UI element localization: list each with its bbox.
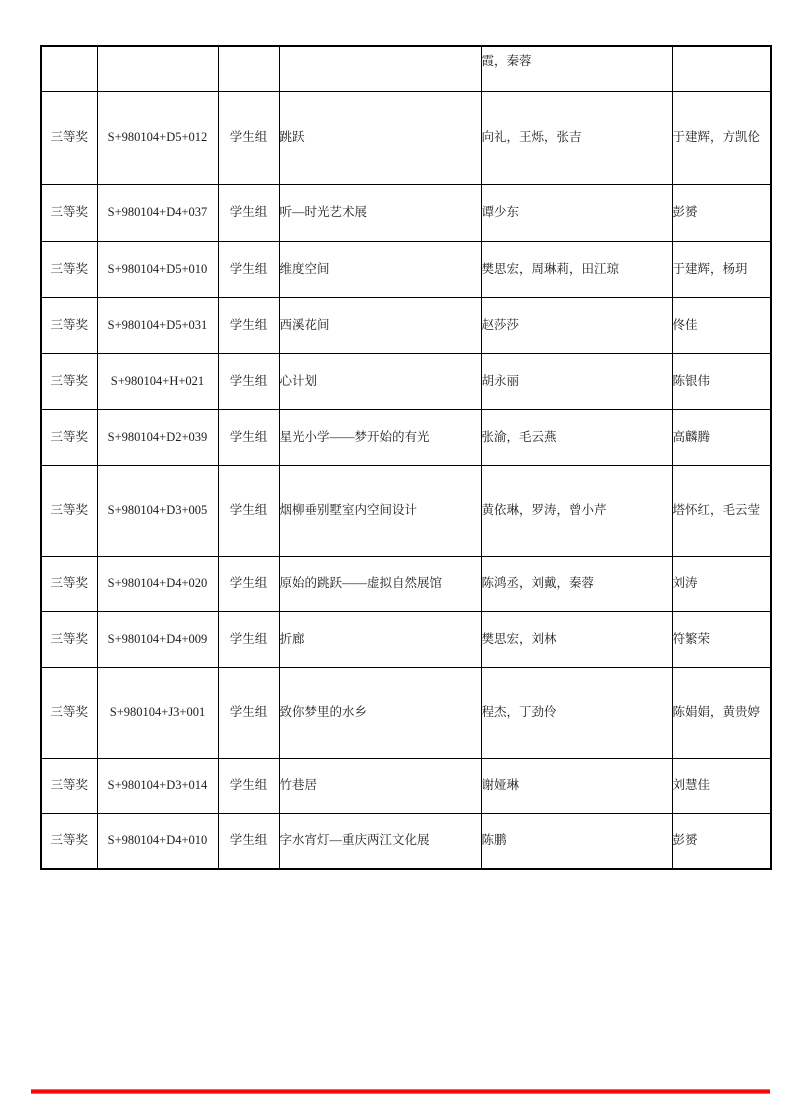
code-cell: S+980104+D4+010 bbox=[97, 813, 218, 869]
award-cell: 三等奖 bbox=[41, 813, 97, 869]
code-cell: S+980104+D5+010 bbox=[97, 241, 218, 297]
authors-cell: 陈鸿丞，刘戴，秦蓉 bbox=[481, 556, 672, 611]
code-cell: S+980104+D5+012 bbox=[97, 91, 218, 184]
advisors-cell: 于建辉，杨玥 bbox=[672, 241, 771, 297]
authors-cell: 陈鹏 bbox=[481, 813, 672, 869]
title-cell: 星光小学——梦开始的有光 bbox=[279, 409, 481, 465]
table-row bbox=[41, 611, 771, 667]
table-row bbox=[41, 353, 771, 409]
table-row bbox=[41, 758, 771, 813]
authors-cell: 黄依琳，罗涛，曾小芹 bbox=[481, 465, 672, 556]
advisors-cell: 符繁荣 bbox=[672, 611, 771, 667]
advisors-cell: 刘慧佳 bbox=[672, 758, 771, 813]
advisors-cell: 高麟腾 bbox=[672, 409, 771, 465]
title-cell: 西溪花间 bbox=[279, 297, 481, 353]
table-row bbox=[41, 813, 771, 869]
group-cell: 学生组 bbox=[218, 758, 279, 813]
code-cell: S+980104+D3+005 bbox=[97, 465, 218, 556]
table-row bbox=[41, 409, 771, 465]
group-cell: 学生组 bbox=[218, 91, 279, 184]
table-row bbox=[41, 46, 771, 91]
table-row bbox=[41, 241, 771, 297]
title-cell bbox=[279, 46, 481, 91]
advisors-cell: 刘涛 bbox=[672, 556, 771, 611]
award-cell: 三等奖 bbox=[41, 184, 97, 241]
advisors-cell: 于建辉，方凯伦 bbox=[672, 91, 771, 184]
award-cell: 三等奖 bbox=[41, 353, 97, 409]
authors-cell: 向礼，王烁，张吉 bbox=[481, 91, 672, 184]
group-cell: 学生组 bbox=[218, 241, 279, 297]
advisors-cell bbox=[672, 46, 771, 91]
table-row bbox=[41, 297, 771, 353]
authors-cell: 谭少东 bbox=[481, 184, 672, 241]
authors-cell: 张渝，毛云燕 bbox=[481, 409, 672, 465]
group-cell: 学生组 bbox=[218, 184, 279, 241]
group-cell: 学生组 bbox=[218, 667, 279, 758]
title-cell: 维度空间 bbox=[279, 241, 481, 297]
code-cell: S+980104+D2+039 bbox=[97, 409, 218, 465]
code-cell: S+980104+J3+001 bbox=[97, 667, 218, 758]
group-cell: 学生组 bbox=[218, 813, 279, 869]
advisors-cell: 彭赟 bbox=[672, 813, 771, 869]
table-row bbox=[41, 556, 771, 611]
title-cell: 跳跃 bbox=[279, 91, 481, 184]
advisors-cell: 陈银伟 bbox=[672, 353, 771, 409]
authors-cell: 樊思宏，周琳莉，田江琼 bbox=[481, 241, 672, 297]
code-cell: S+980104+D3+014 bbox=[97, 758, 218, 813]
code-cell: S+980104+D4+037 bbox=[97, 184, 218, 241]
title-cell: 折廊 bbox=[279, 611, 481, 667]
footer-red-rule bbox=[31, 1089, 770, 1094]
advisors-cell: 彭赟 bbox=[672, 184, 771, 241]
title-cell: 致你梦里的水乡 bbox=[279, 667, 481, 758]
award-cell: 三等奖 bbox=[41, 465, 97, 556]
group-cell: 学生组 bbox=[218, 556, 279, 611]
table-row bbox=[41, 91, 771, 184]
award-cell: 三等奖 bbox=[41, 241, 97, 297]
group-cell: 学生组 bbox=[218, 353, 279, 409]
group-cell bbox=[218, 46, 279, 91]
award-cell: 三等奖 bbox=[41, 611, 97, 667]
awards-table-body bbox=[41, 46, 771, 869]
authors-cell: 谢娅琳 bbox=[481, 758, 672, 813]
authors-cell: 胡永丽 bbox=[481, 353, 672, 409]
title-cell: 字水宵灯—重庆两江文化展 bbox=[279, 813, 481, 869]
code-cell: S+980104+D4+020 bbox=[97, 556, 218, 611]
code-cell: S+980104+D5+031 bbox=[97, 297, 218, 353]
title-cell: 原始的跳跃——虚拟自然展馆 bbox=[279, 556, 481, 611]
group-cell: 学生组 bbox=[218, 611, 279, 667]
title-cell: 听—时光艺术展 bbox=[279, 184, 481, 241]
authors-cell: 程杰，丁劲伶 bbox=[481, 667, 672, 758]
award-cell: 三等奖 bbox=[41, 409, 97, 465]
authors-cell: 樊思宏，刘林 bbox=[481, 611, 672, 667]
award-cell: 三等奖 bbox=[41, 667, 97, 758]
award-cell: 三等奖 bbox=[41, 91, 97, 184]
title-cell: 竹巷居 bbox=[279, 758, 481, 813]
awards-table bbox=[40, 45, 772, 870]
title-cell: 心计划 bbox=[279, 353, 481, 409]
code-cell: S+980104+H+021 bbox=[97, 353, 218, 409]
award-cell: 三等奖 bbox=[41, 758, 97, 813]
award-cell bbox=[41, 46, 97, 91]
code-cell bbox=[97, 46, 218, 91]
award-cell: 三等奖 bbox=[41, 297, 97, 353]
group-cell: 学生组 bbox=[218, 297, 279, 353]
table-row bbox=[41, 184, 771, 241]
advisors-cell: 佟佳 bbox=[672, 297, 771, 353]
authors-cell: 霞，秦蓉 bbox=[481, 46, 672, 91]
group-cell: 学生组 bbox=[218, 409, 279, 465]
title-cell: 烟柳垂别墅室内空间设计 bbox=[279, 465, 481, 556]
table-row bbox=[41, 667, 771, 758]
group-cell: 学生组 bbox=[218, 465, 279, 556]
authors-cell: 赵莎莎 bbox=[481, 297, 672, 353]
advisors-cell: 陈娟娟，黄贵婷 bbox=[672, 667, 771, 758]
award-cell: 三等奖 bbox=[41, 556, 97, 611]
code-cell: S+980104+D4+009 bbox=[97, 611, 218, 667]
advisors-cell: 塔怀红，毛云莹 bbox=[672, 465, 771, 556]
table-row bbox=[41, 465, 771, 556]
